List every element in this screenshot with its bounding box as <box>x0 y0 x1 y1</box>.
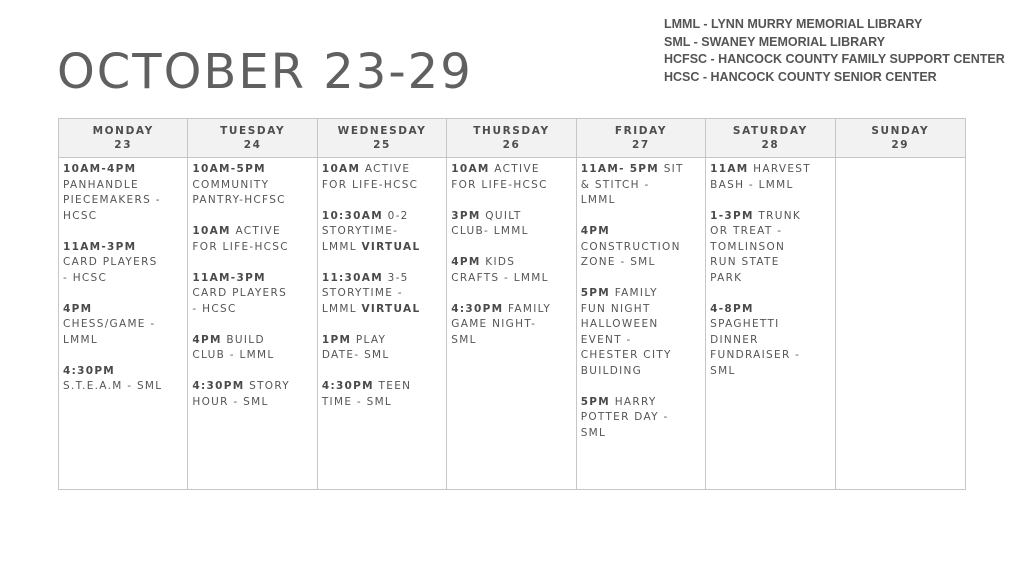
event-description: ACTIVE FOR LIFE-HCSC <box>321 163 419 191</box>
event-time: 10AM <box>321 163 361 175</box>
day-name: WEDNESDAY <box>337 125 427 137</box>
event-description: SPAGHETTI DINNER FUNDRAISER - SML <box>710 318 801 377</box>
event-item <box>322 379 444 410</box>
event-description: HARRY POTTER DAY - SML <box>580 395 669 439</box>
event-time: 4:30PM <box>63 364 116 377</box>
event-description: FAMILY GAME NIGHT- SML <box>451 302 552 346</box>
event-time: 1-3PM <box>710 209 754 222</box>
event-time: 10:30AM <box>321 209 383 222</box>
event-item <box>192 271 314 318</box>
day-date: 23 <box>114 139 133 151</box>
weekly-calendar <box>58 118 966 490</box>
event-description: HARVEST BASH - LMML <box>710 163 811 191</box>
event-description: CHESS/GAME - LMML <box>63 318 156 346</box>
event-description: FAMILY FUN NIGHT HALLOWEEN EVENT - CHESTER CITY BUILDING <box>580 287 672 377</box>
day-cell-wednesday <box>318 158 447 489</box>
page-title: OCTOBER 23-29 <box>57 44 473 100</box>
event-item <box>63 240 185 287</box>
event-item <box>192 333 314 364</box>
event-time: 4-8PM <box>710 302 754 315</box>
event-item <box>451 255 573 286</box>
event-item <box>710 302 832 380</box>
event-description: ACTIVE FOR LIFE-HCSC <box>192 225 289 253</box>
event-time: 11AM <box>710 163 749 175</box>
event-description: 3-5 STORYTIME - LMML <box>321 271 409 315</box>
day-header-friday <box>577 119 706 158</box>
day-name: MONDAY <box>92 125 154 137</box>
event-time: 10AM <box>451 163 490 175</box>
event-time: 4:30PM <box>321 380 374 392</box>
day-name: SATURDAY <box>732 125 808 137</box>
event-item <box>451 162 573 193</box>
day-name: THURSDAY <box>473 125 550 137</box>
event-item <box>192 162 314 209</box>
event-item <box>581 224 703 271</box>
event-time: 5PM <box>580 287 611 299</box>
event-item <box>322 271 444 318</box>
event-description: TRUNK OR TREAT - TOMLINSON RUN STATE PARK <box>710 209 802 284</box>
event-description: CARD PLAYERS - HCSC <box>192 287 288 315</box>
event-item <box>581 286 703 379</box>
event-time: 4PM <box>63 302 93 315</box>
event-time: 3PM <box>451 209 481 222</box>
event-time: 11:30AM <box>321 271 383 284</box>
day-header-thursday <box>447 119 576 158</box>
event-time: 4PM <box>580 225 611 237</box>
event-item <box>710 162 832 193</box>
day-cell-friday <box>577 158 706 489</box>
event-item <box>192 379 314 410</box>
day-header-tuesday <box>188 119 317 158</box>
event-description: 0-2 STORYTIME- LMML <box>321 209 409 253</box>
day-cell-saturday <box>706 158 835 489</box>
day-date: 27 <box>632 139 650 151</box>
event-time: 1PM <box>321 333 352 346</box>
day-header-sunday <box>836 119 965 158</box>
event-time: 11AM-3PM <box>63 240 137 253</box>
event-virtual-tag: VIRTUAL <box>361 302 421 315</box>
event-virtual-tag: VIRTUAL <box>361 240 421 253</box>
event-item <box>322 162 444 193</box>
event-time: 5PM <box>580 395 611 408</box>
event-item <box>63 364 185 395</box>
day-name: TUESDAY <box>220 125 286 137</box>
day-header-saturday <box>706 119 835 158</box>
event-time: 10AM <box>192 225 231 237</box>
event-time: 4PM <box>192 333 222 346</box>
location-legend <box>664 16 1005 87</box>
legend-item-hcsc: HCSC - HANCOCK COUNTY SENIOR CENTER <box>664 70 937 85</box>
event-item <box>63 162 185 224</box>
day-date: 28 <box>761 139 780 151</box>
event-time: 4:30PM <box>451 302 504 315</box>
event-item <box>322 333 444 364</box>
event-description: PANHANDLE PIECEMAKERS - HCSC <box>63 178 161 222</box>
event-description: CONSTRUCTION ZONE - SML <box>580 240 681 268</box>
event-item <box>581 162 703 209</box>
event-item <box>710 209 832 287</box>
day-cell-monday <box>59 158 188 489</box>
event-description: CARD PLAYERS - HCSC <box>63 256 158 284</box>
day-cell-sunday <box>836 158 965 489</box>
day-header-monday <box>59 119 188 158</box>
event-item <box>63 302 185 349</box>
day-name: SUNDAY <box>871 125 930 137</box>
day-cell-tuesday <box>188 158 317 489</box>
day-date: 25 <box>373 139 391 151</box>
event-description: STORY HOUR - SML <box>192 380 291 408</box>
event-time: 11AM- 5PM <box>580 163 660 175</box>
event-time: 10AM-4PM <box>63 163 137 175</box>
event-time: 4PM <box>451 256 481 268</box>
event-description: BUILD CLUB - LMML <box>192 333 275 361</box>
event-time: 10AM-5PM <box>192 163 266 175</box>
day-header-wednesday <box>318 119 447 158</box>
event-time: 4:30PM <box>192 380 245 392</box>
day-date: 26 <box>502 139 521 151</box>
legend-item-lmml: LMML - LYNN MURRY MEMORIAL LIBRARY <box>664 17 923 31</box>
day-date: 29 <box>891 139 910 151</box>
day-name: FRIDAY <box>614 125 668 137</box>
event-description: S.T.E.A.M - SML <box>63 380 163 392</box>
event-description: KIDS CRAFTS - LMML <box>451 256 549 284</box>
event-description: ACTIVE FOR LIFE-HCSC <box>451 163 548 191</box>
event-description: SIT & STITCH - LMML <box>580 163 684 206</box>
event-description: COMMUNITY PANTRY-HCFSC <box>192 178 286 206</box>
event-time: 11AM-3PM <box>192 271 266 284</box>
day-cell-thursday <box>447 158 576 489</box>
event-description: QUILT CLUB- LMML <box>451 209 529 237</box>
event-item <box>322 209 444 256</box>
event-item <box>451 209 573 240</box>
event-item <box>192 224 314 255</box>
day-date: 24 <box>243 139 262 151</box>
legend-item-hcfsc: HCFSC - HANCOCK COUNTY FAMILY SUPPORT CENTER <box>664 52 1005 67</box>
event-item <box>581 395 703 442</box>
event-item <box>451 302 573 349</box>
event-description: TEEN TIME - SML <box>321 380 412 408</box>
event-description: PLAY DATE- SML <box>321 333 390 361</box>
legend-item-sml: SML - SWANEY MEMORIAL LIBRARY <box>664 34 886 49</box>
